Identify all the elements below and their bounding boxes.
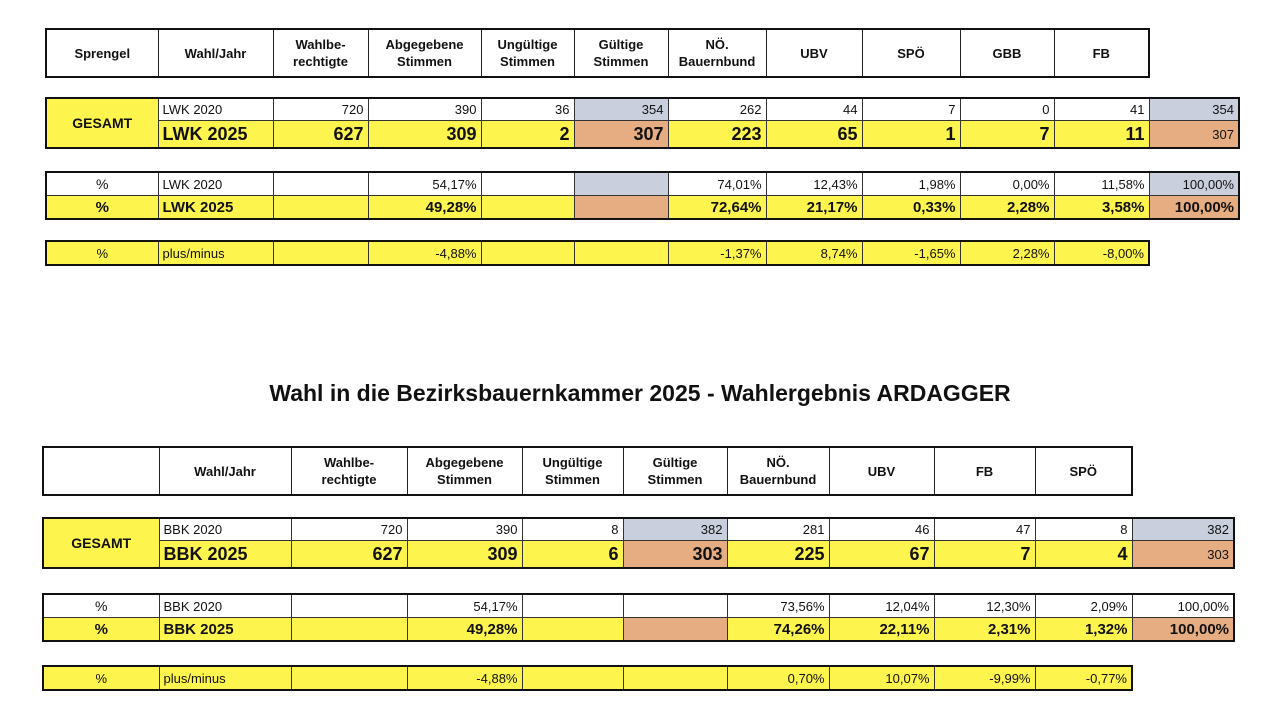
bbk-header-fb: FB [934,447,1035,495]
bbk-pct-2020-noe: 73,56% [727,594,829,618]
lwk-pct-2025-empty-1 [273,196,368,220]
lwk-pct-2025-noe: 72,64% [668,196,766,220]
bbk-pct-2020-abgegeben: 54,17% [407,594,522,618]
bbk-header-noe-bauernbund: NÖ. Bauernbund [727,447,829,495]
lwk-2020-abgegeben: 390 [368,98,481,121]
lwk-pct-2025-gueltig [574,196,668,220]
bbk-pct-2020-row [43,594,1234,618]
lwk-pct-2025-label: LWK 2025 [158,196,273,220]
lwk-row-2025 [46,121,1239,149]
bbk-pct-2020-empty-1 [291,594,407,618]
lwk-pct-2020-spoe: 1,98% [862,172,960,196]
bbk-header-wahlberechtigte: Wahlbe- rechtigte [291,447,407,495]
lwk-pct-2025-ubv: 21,17% [766,196,862,220]
lwk-diff-gbb: 2,28% [960,241,1054,265]
lwk-pct-2025-symbol: % [46,196,158,220]
bbk-2020-fb: 47 [934,518,1035,541]
lwk-row-2020 [46,98,1239,121]
bbk-2025-abgegeben: 309 [407,541,522,569]
lwk-header-gueltige: Gültige Stimmen [574,29,668,77]
bbk-pct-2025-label: BBK 2025 [159,618,291,642]
lwk-diff-spoe: -1,65% [862,241,960,265]
lwk-2025-extra: 307 [1149,121,1239,149]
bbk-header-abgegebene: Abgegebene Stimmen [407,447,522,495]
bbk-2020-label: BBK 2020 [159,518,291,541]
bbk-pct-2025-gueltig [623,618,727,642]
lwk-2020-gueltig: 354 [574,98,668,121]
lwk-2025-noe: 223 [668,121,766,149]
lwk-pct-2020-row [46,172,1239,196]
bbk-pct-2025-noe: 74,26% [727,618,829,642]
lwk-pct-2020-noe: 74,01% [668,172,766,196]
bbk-diff-table [42,665,1133,691]
bbk-diff-spoe: -0,77% [1035,666,1132,690]
bbk-pct-table [42,593,1235,642]
lwk-2020-spoe: 7 [862,98,960,121]
bbk-pct-2025-row [43,618,1234,642]
bbk-pct-2020-extra: 100,00% [1132,594,1234,618]
bbk-header-gueltige: Gültige Stimmen [623,447,727,495]
bbk-pct-2025-fb: 2,31% [934,618,1035,642]
lwk-2025-ubv: 65 [766,121,862,149]
bbk-pct-2020-ubv: 12,04% [829,594,934,618]
lwk-pct-2020-gbb: 0,00% [960,172,1054,196]
lwk-diff-row [46,241,1149,265]
lwk-2025-label: LWK 2025 [158,121,273,149]
lwk-2020-wahlberechtigte: 720 [273,98,368,121]
bbk-diff-symbol: % [43,666,159,690]
lwk-header-ubv: UBV [766,29,862,77]
lwk-header-noe-bauernbund: NÖ. Bauernbund [668,29,766,77]
bbk-row-2020 [43,518,1234,541]
bbk-2025-fb: 7 [934,541,1035,569]
bbk-diff-noe: 0,70% [727,666,829,690]
lwk-2025-gueltig: 307 [574,121,668,149]
bbk-diff-empty-2 [522,666,623,690]
bbk-gesamt-table [42,517,1235,569]
lwk-diff-table [45,240,1150,266]
lwk-pct-2020-extra: 100,00% [1149,172,1239,196]
bbk-2020-wahlberechtigte: 720 [291,518,407,541]
lwk-2020-noe: 262 [668,98,766,121]
lwk-pct-2020-symbol: % [46,172,158,196]
lwk-pct-2020-gueltig [574,172,668,196]
bbk-header-wahl-jahr: Wahl/Jahr [159,447,291,495]
bbk-header-ubv: UBV [829,447,934,495]
lwk-header-ungueltige: Ungültige Stimmen [481,29,574,77]
lwk-diff-fb: -8,00% [1054,241,1149,265]
bbk-2020-spoe: 8 [1035,518,1132,541]
bbk-pct-2025-spoe: 1,32% [1035,618,1132,642]
lwk-pct-table [45,171,1240,220]
lwk-2020-label: LWK 2020 [158,98,273,121]
bbk-2025-spoe: 4 [1035,541,1132,569]
lwk-header-gbb: GBB [960,29,1054,77]
lwk-header-wahl-jahr: Wahl/Jahr [158,29,273,77]
bbk-pct-2025-symbol: % [43,618,159,642]
lwk-2025-spoe: 1 [862,121,960,149]
lwk-diff-abgegeben: -4,88% [368,241,481,265]
bbk-2025-ubv: 67 [829,541,934,569]
lwk-pct-2020-fb: 11,58% [1054,172,1149,196]
lwk-header-fb: FB [1054,29,1149,77]
lwk-pct-2020-empty-1 [273,172,368,196]
bbk-gesamt-label: GESAMT [43,518,159,568]
lwk-diff-empty-2 [481,241,574,265]
lwk-diff-empty-1 [273,241,368,265]
bbk-2025-ungueltig: 6 [522,541,623,569]
lwk-pct-2020-empty-2 [481,172,574,196]
lwk-pct-2025-fb: 3,58% [1054,196,1149,220]
bbk-header-table [42,446,1133,496]
lwk-header-spoe: SPÖ [862,29,960,77]
lwk-2020-ubv: 44 [766,98,862,121]
bbk-pct-2020-fb: 12,30% [934,594,1035,618]
lwk-pct-2025-abgegeben: 49,28% [368,196,481,220]
bbk-diff-ubv: 10,07% [829,666,934,690]
bbk-diff-fb: -9,99% [934,666,1035,690]
bbk-header-empty [43,447,159,495]
lwk-2020-fb: 41 [1054,98,1149,121]
bbk-pct-2025-abgegeben: 49,28% [407,618,522,642]
bbk-2025-label: BBK 2025 [159,541,291,569]
bbk-pct-2025-ubv: 22,11% [829,618,934,642]
lwk-2025-wahlberechtigte: 627 [273,121,368,149]
page-title: Wahl in die Bezirksbauernkammer 2025 - Wahlergebnis ARDAGGER [269,380,1011,406]
bbk-2020-abgegeben: 390 [407,518,522,541]
lwk-pct-2020-ubv: 12,43% [766,172,862,196]
lwk-diff-ubv: 8,74% [766,241,862,265]
lwk-pct-2025-empty-2 [481,196,574,220]
lwk-gesamt-label: GESAMT [46,98,158,148]
bbk-pct-2025-empty-2 [522,618,623,642]
lwk-pct-2020-label: LWK 2020 [158,172,273,196]
bbk-2020-noe: 281 [727,518,829,541]
lwk-header-table [45,28,1150,78]
lwk-header-abgegebene: Abgegebene Stimmen [368,29,481,77]
lwk-diff-noe: -1,37% [668,241,766,265]
bbk-header-spoe: SPÖ [1035,447,1132,495]
bbk-pct-2020-symbol: % [43,594,159,618]
bbk-row-2025 [43,541,1234,569]
lwk-pct-2020-abgegeben: 54,17% [368,172,481,196]
lwk-header-wahlberechtigte: Wahlbe- rechtigte [273,29,368,77]
lwk-pct-2025-row [46,196,1239,220]
bbk-diff-row [43,666,1132,690]
lwk-pct-2025-gbb: 2,28% [960,196,1054,220]
bbk-pct-2025-extra: 100,00% [1132,618,1234,642]
lwk-diff-empty-3 [574,241,668,265]
lwk-2020-extra: 354 [1149,98,1239,121]
lwk-2025-abgegeben: 309 [368,121,481,149]
lwk-pct-2025-extra: 100,00% [1149,196,1239,220]
lwk-2025-ungueltig: 2 [481,121,574,149]
lwk-2020-gbb: 0 [960,98,1054,121]
bbk-diff-abgegeben: -4,88% [407,666,522,690]
bbk-2025-noe: 225 [727,541,829,569]
lwk-2025-gbb: 7 [960,121,1054,149]
bbk-diff-label: plus/minus [159,666,291,690]
bbk-pct-2020-gueltig [623,594,727,618]
bbk-pct-2020-label: BBK 2020 [159,594,291,618]
bbk-2020-extra: 382 [1132,518,1234,541]
lwk-diff-label: plus/minus [158,241,273,265]
bbk-2020-ubv: 46 [829,518,934,541]
bbk-header-ungueltige: Ungültige Stimmen [522,447,623,495]
bbk-diff-empty-1 [291,666,407,690]
bbk-pct-2020-empty-2 [522,594,623,618]
bbk-2020-ungueltig: 8 [522,518,623,541]
bbk-diff-empty-3 [623,666,727,690]
lwk-diff-symbol: % [46,241,158,265]
lwk-gesamt-table [45,97,1240,149]
lwk-2025-fb: 11 [1054,121,1149,149]
bbk-2025-gueltig: 303 [623,541,727,569]
bbk-2025-wahlberechtigte: 627 [291,541,407,569]
bbk-pct-2020-spoe: 2,09% [1035,594,1132,618]
bbk-2025-extra: 303 [1132,541,1234,569]
lwk-2020-ungueltig: 36 [481,98,574,121]
bbk-pct-2025-empty-1 [291,618,407,642]
lwk-pct-2025-spoe: 0,33% [862,196,960,220]
lwk-header-sprengel: Sprengel [46,29,158,77]
bbk-2020-gueltig: 382 [623,518,727,541]
